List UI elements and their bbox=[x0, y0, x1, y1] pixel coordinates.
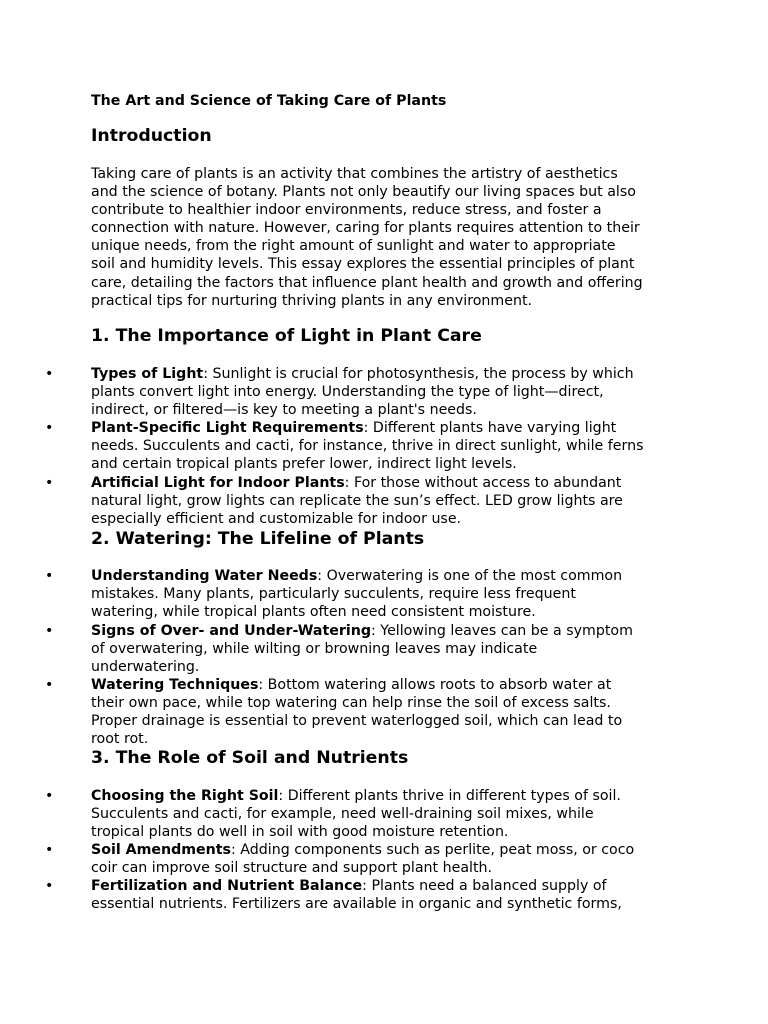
list-item-line: and certain tropical plants prefer lower, indirect light levels. bbox=[91, 456, 517, 473]
bullet-icon: • bbox=[45, 366, 54, 382]
list-item-line: watering, while tropical plants often need consistent moisture. bbox=[91, 604, 536, 621]
paragraph-line: unique needs, from the right amount of sunlight and water to appropriate bbox=[91, 238, 616, 255]
list-item-line: mistakes. Many plants, particularly succulents, require less frequent bbox=[91, 586, 576, 603]
list-item-term: Signs of Over- and Under-Watering bbox=[91, 623, 371, 639]
list-item-first-line bbox=[91, 567, 691, 585]
paragraph-line: practical tips for nurturing thriving plants in any environment. bbox=[91, 292, 533, 309]
list-item-term: Fertilization and Nutrient Balance bbox=[91, 878, 363, 894]
list-item-first-line bbox=[91, 622, 691, 640]
list-item bbox=[45, 676, 691, 748]
list-item-line: root rot. bbox=[91, 731, 149, 748]
list-item-line: needs. Succulents and cacti, for instance, thrive in direct sunlight, while ferns bbox=[91, 438, 644, 455]
list-item-term: Understanding Water Needs bbox=[91, 568, 318, 584]
list-item-line: coir can improve soil structure and support plant health. bbox=[91, 860, 493, 877]
list-item-text: : Plants need a balanced supply of bbox=[362, 878, 607, 894]
list-item bbox=[45, 787, 691, 841]
list-item-first-line bbox=[91, 474, 691, 492]
list-item-term: Artificial Light for Indoor Plants bbox=[91, 475, 345, 491]
list-item-term: Types of Light bbox=[91, 366, 204, 382]
document-title: The Art and Science of Taking Care of Plants bbox=[91, 93, 447, 109]
list-item-line: tropical plants do well in soil with good moisture retention. bbox=[91, 824, 509, 841]
list-item bbox=[45, 841, 691, 877]
list-item-line: natural light, grow lights can replicate the sun’s effect. LED grow lights are bbox=[91, 493, 623, 510]
list-item bbox=[45, 365, 691, 419]
list-item-term: Choosing the Right Soil bbox=[91, 788, 279, 804]
list-item bbox=[45, 567, 691, 621]
list-item-line: Succulents and cacti, for example, need well-draining soil mixes, while bbox=[91, 806, 594, 823]
list-item bbox=[45, 474, 691, 528]
list-item-line: Proper drainage is essential to prevent waterlogged soil, which can lead to bbox=[91, 713, 623, 730]
bullet-icon: • bbox=[45, 788, 54, 804]
list-item-first-line bbox=[91, 877, 691, 895]
bullet-icon: • bbox=[45, 677, 54, 693]
list-item-term: Soil Amendments bbox=[91, 842, 232, 858]
paragraph-line: connection with nature. However, caring for plants requires attention to their bbox=[91, 220, 640, 237]
list-item-text: : Bottom watering allows roots to absorb water at bbox=[258, 677, 612, 693]
bullet-icon: • bbox=[45, 475, 54, 491]
list-item-first-line bbox=[91, 676, 691, 694]
list-item-first-line bbox=[91, 787, 691, 805]
list-item bbox=[45, 419, 691, 473]
section-heading-soil: 3. The Role of Soil and Nutrients bbox=[91, 748, 409, 768]
bullet-icon: • bbox=[45, 878, 54, 894]
list-item-line: essential nutrients. Fertilizers are available in organic and synthetic forms, bbox=[91, 896, 622, 913]
list-item-line: plants convert light into energy. Understanding the type of light—direct, bbox=[91, 384, 604, 401]
list-item-line: underwatering. bbox=[91, 659, 200, 676]
list-item-first-line bbox=[91, 419, 691, 437]
list-item-text: : For those without access to abundant bbox=[344, 475, 622, 491]
list-item-first-line bbox=[91, 365, 691, 383]
bullet-icon: • bbox=[45, 420, 54, 436]
list-item-first-line bbox=[91, 841, 691, 859]
list-item bbox=[45, 622, 691, 676]
list-item-line: their own pace, while top watering can help rinse the soil of excess salts. bbox=[91, 695, 611, 712]
list-item-text: : Overwatering is one of the most common bbox=[317, 568, 623, 584]
paragraph-line: soil and humidity levels. This essay explores the essential principles of plant bbox=[91, 256, 635, 273]
bullet-icon: • bbox=[45, 623, 54, 639]
list-item-text: : Different plants thrive in different types of soil. bbox=[278, 788, 621, 804]
section-heading-light: 1. The Importance of Light in Plant Care bbox=[91, 326, 482, 346]
list-item-text: : Different plants have varying light bbox=[363, 420, 617, 436]
bullet-icon: • bbox=[45, 568, 54, 584]
section-heading-watering: 2. Watering: The Lifeline of Plants bbox=[91, 529, 425, 549]
paragraph-line: contribute to healthier indoor environments, reduce stress, and foster a bbox=[91, 202, 602, 219]
list-item-line: especially efficient and customizable for indoor use. bbox=[91, 511, 462, 528]
list-item-term: Plant-Specific Light Requirements bbox=[91, 420, 364, 436]
paragraph-line: care, detailing the factors that influence plant health and growth and offering bbox=[91, 274, 643, 291]
paragraph-line: Taking care of plants is an activity that combines the artistry of aesthetics bbox=[91, 166, 618, 182]
list-item-line: of overwatering, while wilting or browning leaves may indicate bbox=[91, 641, 538, 658]
list-item-term: Watering Techniques bbox=[91, 677, 259, 693]
list-item-line: indirect, or filtered—is key to meeting a plant's needs. bbox=[91, 402, 477, 419]
list-item-text: : Adding components such as perlite, peat moss, or coco bbox=[231, 842, 635, 858]
introduction-heading: Introduction bbox=[91, 126, 212, 146]
list-item-text: : Yellowing leaves can be a symptom bbox=[371, 623, 633, 639]
introduction-paragraph bbox=[91, 165, 691, 310]
list-item-text: : Sunlight is crucial for photosynthesis, the process by which bbox=[203, 366, 634, 382]
bullet-icon: • bbox=[45, 842, 54, 858]
list-item bbox=[45, 877, 691, 913]
paragraph-line: and the science of botany. Plants not only beautify our living spaces but also bbox=[91, 184, 636, 201]
